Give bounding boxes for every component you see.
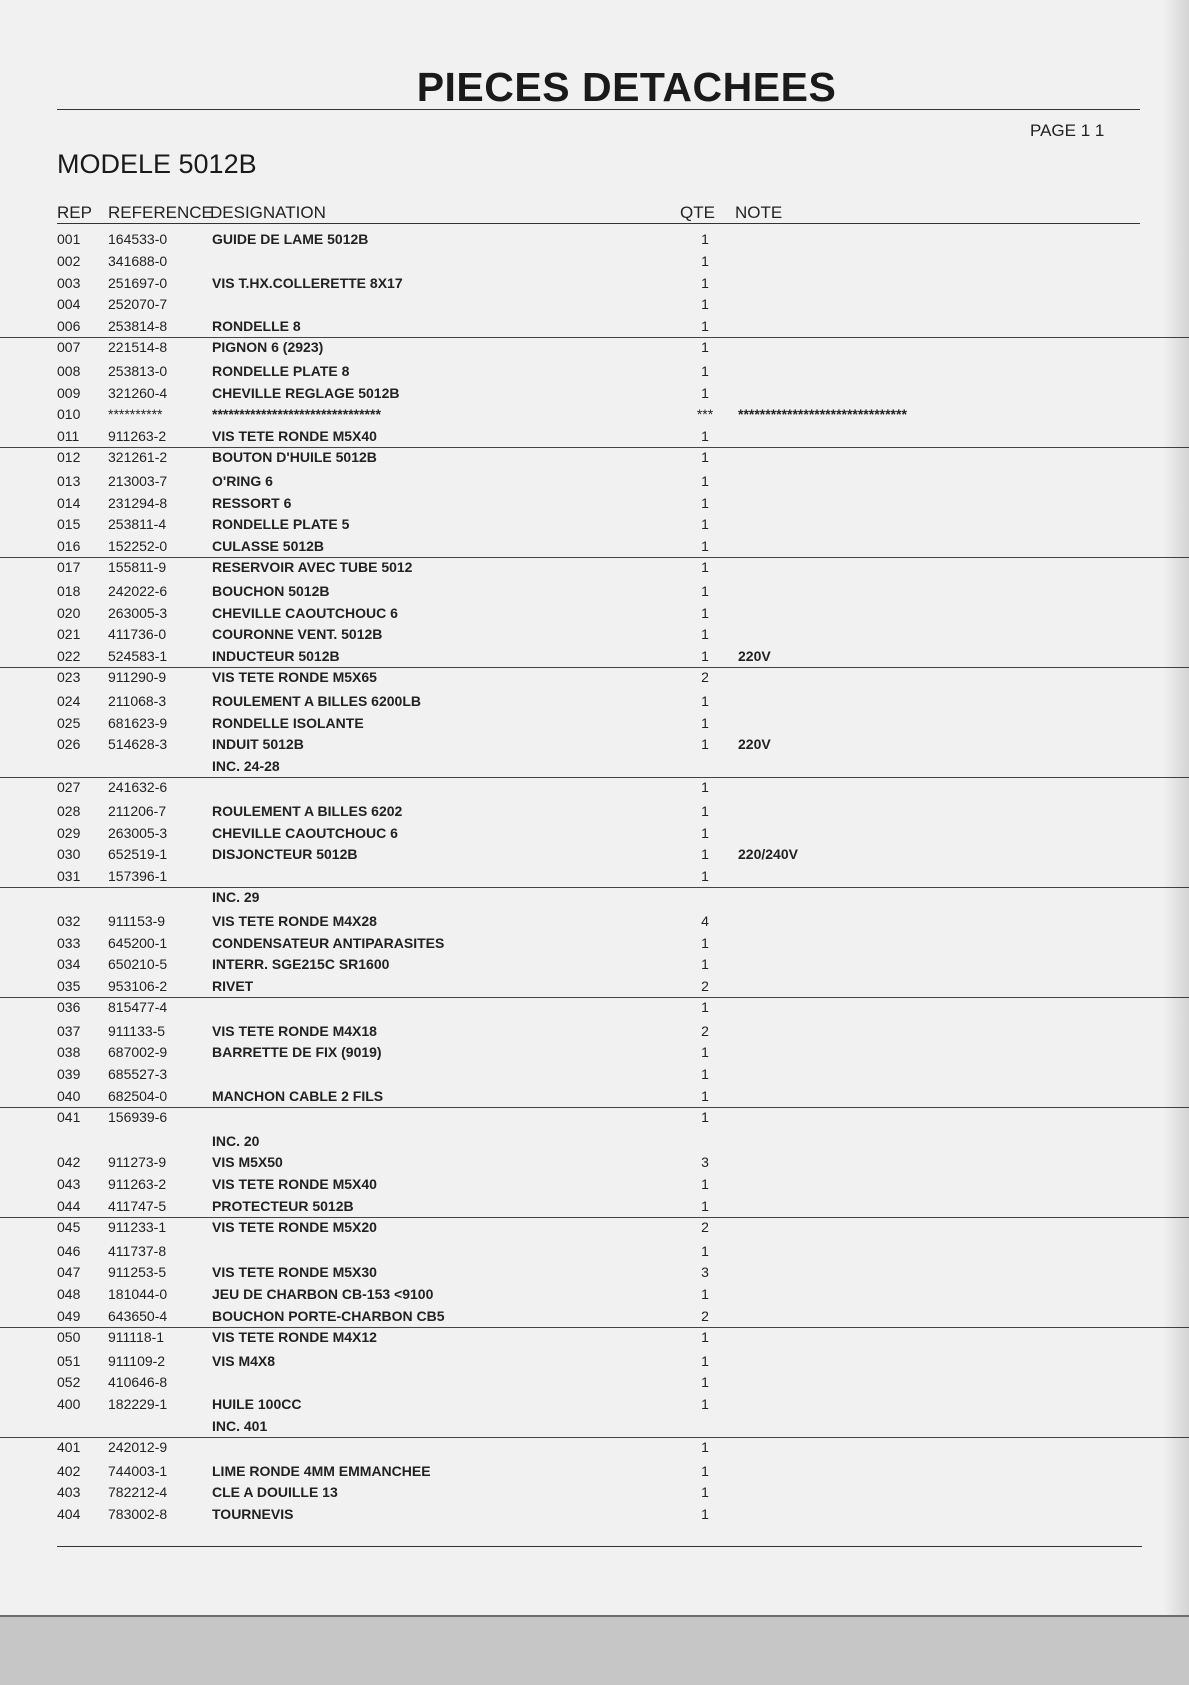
table-row — [0, 1350, 1189, 1372]
qte-cell: 1 — [701, 516, 709, 533]
table-row — [0, 425, 1189, 447]
header-note: NOTE — [735, 203, 783, 222]
reference-cell: 321261-2 — [108, 449, 168, 466]
table-row — [0, 557, 1189, 580]
reference-cell: 783002-8 — [108, 1506, 168, 1523]
reference-cell: 231294-8 — [108, 494, 168, 511]
designation-cell: VIS T.HX.COLLERETTE 8X17 — [212, 274, 403, 291]
designation-cell: LIME RONDE 4MM EMMANCHEE — [212, 1462, 431, 1479]
qte-cell: *** — [696, 406, 714, 423]
table-row — [0, 975, 1189, 997]
qte-cell: 1 — [701, 582, 709, 599]
designation-cell: INC. 24-28 — [212, 758, 280, 775]
rep-cell: 013 — [57, 472, 81, 489]
designation-cell: BOUTON D'HUILE 5012B — [212, 449, 377, 466]
title-divider — [57, 109, 1140, 110]
reference-cell: 911273-9 — [108, 1154, 167, 1171]
qte-cell: 1 — [701, 1374, 709, 1391]
table-row — [0, 403, 1189, 425]
reference-cell: 911153-9 — [108, 912, 166, 929]
rep-cell: 018 — [57, 582, 81, 599]
rep-cell: 052 — [57, 1374, 81, 1391]
table-row — [0, 733, 1189, 755]
rep-cell: 001 — [57, 231, 81, 247]
rep-cell: 047 — [57, 1264, 81, 1281]
rep-cell: 032 — [57, 912, 81, 929]
reference-cell: 911263-2 — [108, 1176, 167, 1193]
reference-cell: 782212-4 — [108, 1484, 168, 1501]
qte-cell: 1 — [701, 559, 709, 576]
reference-cell: 911263-2 — [108, 428, 167, 445]
reference-cell: 682504-0 — [108, 1088, 168, 1105]
designation-cell: INTERR. SGE215C SR1600 — [212, 956, 390, 973]
qte-cell: 2 — [701, 1308, 709, 1325]
table-row — [0, 228, 1189, 250]
rep-cell: 021 — [57, 626, 81, 643]
qte-cell: 1 — [701, 1506, 709, 1523]
reference-cell: 157396-1 — [108, 868, 168, 885]
rep-cell: 012 — [57, 449, 81, 466]
rep-cell: 042 — [57, 1154, 81, 1171]
table-row — [0, 1503, 1189, 1525]
rep-cell: 400 — [57, 1396, 81, 1413]
table-row — [0, 492, 1189, 514]
qte-cell: 1 — [701, 802, 709, 819]
qte-cell: 1 — [701, 1462, 709, 1479]
reference-cell: 911290-9 — [108, 669, 167, 686]
reference-cell: 253811-4 — [108, 516, 167, 533]
designation-cell: HUILE 100CC — [212, 1396, 302, 1413]
rep-cell: 008 — [57, 362, 81, 379]
header-rep: REP — [57, 203, 92, 222]
qte-cell: 1 — [701, 339, 709, 356]
designation-cell: VIS M5X50 — [212, 1154, 283, 1171]
qte-cell: 1 — [701, 736, 709, 753]
reference-cell: 182229-1 — [108, 1396, 168, 1413]
designation-cell: INC. 29 — [212, 889, 260, 906]
reference-cell: 242012-9 — [108, 1439, 168, 1456]
designation-cell: VIS TETE RONDE M4X28 — [212, 912, 377, 929]
qte-cell: 1 — [701, 1088, 709, 1105]
reference-cell: 652519-1 — [108, 846, 168, 863]
reference-cell: 815477-4 — [108, 999, 168, 1016]
rep-cell: 037 — [57, 1022, 81, 1039]
table-row — [0, 1371, 1189, 1393]
header-divider — [57, 223, 1140, 224]
reference-cell: 164533-0 — [108, 231, 168, 247]
table-row — [0, 337, 1189, 360]
reference-cell: 911233-1 — [108, 1219, 167, 1236]
table-row — [0, 272, 1189, 294]
designation-cell: ROULEMENT A BILLES 6202 — [212, 802, 403, 819]
table-row — [0, 1151, 1189, 1173]
rep-cell: 004 — [57, 296, 81, 313]
qte-cell: 1 — [701, 1176, 709, 1193]
table-row — [0, 932, 1189, 954]
reference-cell: 152252-0 — [108, 538, 168, 555]
table-row — [0, 513, 1189, 535]
reference-cell: 181044-0 — [108, 1286, 168, 1303]
reference-cell: 211068-3 — [108, 692, 167, 709]
rep-cell: 402 — [57, 1462, 81, 1479]
qte-cell: 1 — [701, 1066, 709, 1083]
table-row — [0, 777, 1189, 800]
qte-cell: 1 — [701, 1352, 709, 1369]
reference-cell: 411737-8 — [108, 1242, 167, 1259]
designation-cell: CONDENSATEUR ANTIPARASITES — [212, 934, 445, 951]
table-row — [0, 953, 1189, 975]
table-row — [0, 1481, 1189, 1503]
reference-cell: 911109-2 — [108, 1352, 166, 1369]
qte-cell: 2 — [701, 669, 709, 686]
table-row — [0, 360, 1189, 382]
reference-cell: 643650-4 — [108, 1308, 168, 1325]
qte-cell: 1 — [701, 714, 709, 731]
reference-cell: 321260-4 — [108, 384, 168, 401]
qte-cell: 1 — [701, 231, 709, 247]
table-row — [0, 910, 1189, 932]
qte-cell: 1 — [701, 868, 709, 885]
rep-cell: 051 — [57, 1352, 81, 1369]
table-row — [0, 690, 1189, 712]
rep-cell: 020 — [57, 604, 81, 621]
qte-cell: 2 — [701, 1219, 709, 1236]
rep-cell: 050 — [57, 1329, 81, 1346]
qte-cell: 1 — [701, 648, 709, 665]
table-row — [0, 447, 1189, 470]
qte-cell: 1 — [701, 1484, 709, 1501]
reference-cell: 687002-9 — [108, 1044, 168, 1061]
reference-cell: 411747-5 — [108, 1198, 167, 1215]
reference-cell: 953106-2 — [108, 978, 168, 995]
designation-cell: O'RING 6 — [212, 472, 273, 489]
designation-cell: CHEVILLE REGLAGE 5012B — [212, 384, 400, 401]
qte-cell: 4 — [701, 912, 709, 929]
qte-cell: 1 — [701, 846, 709, 863]
rep-cell: 033 — [57, 934, 81, 951]
qte-cell: 1 — [701, 494, 709, 511]
table-row — [0, 800, 1189, 822]
designation-cell: RONDELLE 8 — [212, 318, 301, 335]
table-row — [0, 535, 1189, 557]
designation-cell: DISJONCTEUR 5012B — [212, 846, 358, 863]
qte-cell: 1 — [701, 779, 709, 796]
designation-cell: CLE A DOUILLE 13 — [212, 1484, 338, 1501]
rep-cell: 049 — [57, 1308, 81, 1325]
reference-cell: 241632-6 — [108, 779, 168, 796]
rep-cell: 017 — [57, 559, 81, 576]
qte-cell: 1 — [701, 1109, 709, 1126]
rep-cell: 043 — [57, 1176, 81, 1193]
scanner-margin — [0, 1615, 1189, 1685]
table-row — [0, 623, 1189, 645]
table-row — [0, 843, 1189, 865]
qte-cell: 2 — [701, 1022, 709, 1039]
qte-cell: 1 — [701, 274, 709, 291]
designation-cell: INDUIT 5012B — [212, 736, 304, 753]
table-row — [0, 580, 1189, 602]
table-row — [0, 1063, 1189, 1085]
reference-cell: 253813-0 — [108, 362, 168, 379]
qte-cell: 1 — [701, 1286, 709, 1303]
rep-cell: 015 — [57, 516, 81, 533]
rep-cell: 027 — [57, 779, 81, 796]
qte-cell: 1 — [701, 538, 709, 555]
qte-cell: 1 — [701, 318, 709, 335]
designation-cell: TOURNEVIS — [212, 1506, 294, 1523]
rep-cell: 024 — [57, 692, 81, 709]
qte-cell: 1 — [701, 428, 709, 445]
reference-cell: 410646-8 — [108, 1374, 168, 1391]
table-row — [0, 712, 1189, 734]
reference-cell: 251697-0 — [108, 274, 168, 291]
designation-cell: VIS TETE RONDE M4X18 — [212, 1022, 377, 1039]
designation-cell: VIS M4X8 — [212, 1352, 276, 1369]
rep-cell: 007 — [57, 339, 81, 356]
rep-cell: 045 — [57, 1219, 81, 1236]
reference-cell: 156939-6 — [108, 1109, 168, 1126]
rep-cell: 009 — [57, 384, 81, 401]
reference-cell: ********** — [108, 406, 163, 423]
designation-cell: ROULEMENT A BILLES 6200LB — [212, 692, 421, 709]
rep-cell: 026 — [57, 736, 81, 753]
reference-cell: 744003-1 — [108, 1462, 168, 1479]
table-row — [0, 470, 1189, 492]
qte-cell: 3 — [701, 1154, 709, 1171]
designation-cell: INDUCTEUR 5012B — [212, 648, 340, 665]
reference-cell: 263005-3 — [108, 824, 168, 841]
rep-cell: 023 — [57, 669, 81, 686]
designation-cell: VIS TETE RONDE M5X20 — [212, 1219, 377, 1236]
qte-cell: 1 — [701, 296, 709, 313]
qte-cell: 1 — [701, 362, 709, 379]
table-row — [0, 382, 1189, 404]
table-row — [0, 1041, 1189, 1063]
qte-cell: 3 — [701, 1264, 709, 1281]
rep-cell: 006 — [57, 318, 81, 335]
reference-cell: 524583-1 — [108, 648, 168, 665]
table-row — [0, 1460, 1189, 1482]
parts-table — [0, 228, 1189, 1525]
rep-cell: 025 — [57, 714, 81, 731]
designation-cell: CULASSE 5012B — [212, 538, 325, 555]
designation-cell: RONDELLE ISOLANTE — [212, 714, 364, 731]
table-row — [0, 293, 1189, 315]
qte-cell: 1 — [701, 604, 709, 621]
reference-cell: 911133-5 — [108, 1022, 166, 1039]
table-row — [0, 1415, 1189, 1437]
table-row — [0, 1393, 1189, 1415]
qte-cell: 1 — [701, 824, 709, 841]
rep-cell: 028 — [57, 802, 81, 819]
designation-cell: INC. 20 — [212, 1132, 260, 1149]
rep-cell: 401 — [57, 1439, 81, 1456]
designation-cell: VIS TETE RONDE M4X12 — [212, 1329, 377, 1346]
reference-cell: 211206-7 — [108, 802, 167, 819]
reference-cell: 411736-0 — [108, 626, 167, 643]
header-reference: REFERENCE — [108, 203, 213, 222]
designation-cell: PIGNON 6 (2923) — [212, 339, 324, 356]
qte-cell: 1 — [701, 1396, 709, 1413]
designation-cell: VIS TETE RONDE M5X30 — [212, 1264, 377, 1281]
table-row — [0, 1173, 1189, 1195]
rep-cell: 044 — [57, 1198, 81, 1215]
designation-cell: PROTECTEUR 5012B — [212, 1198, 354, 1215]
model-label: MODELE 5012B — [57, 149, 257, 179]
table-row — [0, 1261, 1189, 1283]
reference-cell: 253814-8 — [108, 318, 168, 335]
table-row — [0, 667, 1189, 690]
table-row — [0, 822, 1189, 844]
reference-cell: 650210-5 — [108, 956, 168, 973]
rep-cell: 403 — [57, 1484, 81, 1501]
rep-cell: 040 — [57, 1088, 81, 1105]
table-header — [0, 203, 1189, 223]
rep-cell: 002 — [57, 252, 81, 269]
reference-cell: 911118-1 — [108, 1329, 165, 1346]
qte-cell: 2 — [701, 978, 709, 995]
designation-cell: VIS TETE RONDE M5X40 — [212, 1176, 377, 1193]
reference-cell: 911253-5 — [108, 1264, 167, 1281]
rep-cell: 031 — [57, 868, 81, 885]
qte-cell: 1 — [701, 956, 709, 973]
rep-cell: 034 — [57, 956, 81, 973]
designation-cell: BOUCHON 5012B — [212, 582, 330, 599]
table-row — [0, 602, 1189, 624]
designation-cell: RIVET — [212, 978, 254, 995]
reference-cell: 263005-3 — [108, 604, 168, 621]
rep-cell: 035 — [57, 978, 81, 995]
designation-cell: BARRETTE DE FIX (9019) — [212, 1044, 382, 1061]
footer-divider — [57, 1546, 1142, 1547]
designation-cell: VIS TETE RONDE M5X40 — [212, 428, 377, 445]
table-row — [0, 645, 1189, 667]
designation-cell: INC. 401 — [212, 1418, 268, 1435]
designation-cell: CHEVILLE CAOUTCHOUC 6 — [212, 824, 398, 841]
table-row — [0, 1437, 1189, 1460]
table-row — [0, 1327, 1189, 1350]
designation-cell: RESSORT 6 — [212, 494, 292, 511]
designation-cell: GUIDE DE LAME 5012B — [212, 231, 369, 247]
rep-cell: 010 — [57, 406, 81, 423]
header-designation: DESIGNATION — [210, 203, 326, 222]
designation-cell: RONDELLE PLATE 8 — [212, 362, 350, 379]
reference-cell: 645200-1 — [108, 934, 168, 951]
table-row — [0, 1305, 1189, 1327]
designation-cell: CHEVILLE CAOUTCHOUC 6 — [212, 604, 398, 621]
rep-cell: 022 — [57, 648, 81, 665]
qte-cell: 1 — [701, 384, 709, 401]
rep-cell: 011 — [57, 428, 80, 445]
note-cell: 220V — [738, 648, 771, 665]
qte-cell: 1 — [701, 252, 709, 269]
page-number: PAGE 1 1 — [1030, 121, 1105, 140]
rep-cell: 003 — [57, 274, 81, 291]
table-row — [0, 1240, 1189, 1262]
designation-cell: ******************************* — [212, 406, 381, 423]
rep-cell: 038 — [57, 1044, 81, 1061]
reference-cell: 514628-3 — [108, 736, 168, 753]
table-row — [0, 250, 1189, 272]
designation-cell: VIS TETE RONDE M5X65 — [212, 669, 377, 686]
table-row — [0, 997, 1189, 1020]
qte-cell: 1 — [701, 934, 709, 951]
reference-cell: 681623-9 — [108, 714, 168, 731]
qte-cell: 1 — [701, 1198, 709, 1215]
reference-cell: 341688-0 — [108, 252, 168, 269]
rep-cell: 014 — [57, 494, 81, 511]
note-cell: 220V — [738, 736, 771, 753]
rep-cell: 016 — [57, 538, 81, 555]
table-row — [0, 1195, 1189, 1217]
rep-cell: 048 — [57, 1286, 81, 1303]
reference-cell: 242022-6 — [108, 582, 168, 599]
qte-cell: 1 — [701, 472, 709, 489]
table-row — [0, 1107, 1189, 1130]
designation-cell: MANCHON CABLE 2 FILS — [212, 1088, 384, 1105]
header-qte: QTE — [680, 203, 715, 222]
table-row — [0, 887, 1189, 910]
reference-cell: 252070-7 — [108, 296, 168, 313]
table-row — [0, 1217, 1189, 1240]
designation-cell: COURONNE VENT. 5012B — [212, 626, 383, 643]
reference-cell: 221514-8 — [108, 339, 168, 356]
table-row — [0, 865, 1189, 887]
qte-cell: 1 — [701, 449, 709, 466]
rep-cell: 041 — [57, 1109, 81, 1126]
rep-cell: 404 — [57, 1506, 81, 1523]
designation-cell: BOUCHON PORTE-CHARBON CB5 — [212, 1308, 445, 1325]
qte-cell: 1 — [701, 626, 709, 643]
table-row — [0, 1283, 1189, 1305]
reference-cell: 685527-3 — [108, 1066, 168, 1083]
table-row — [0, 1085, 1189, 1107]
rep-cell: 029 — [57, 824, 81, 841]
designation-cell: RONDELLE PLATE 5 — [212, 516, 350, 533]
page-title: PIECES DETACHEES — [416, 64, 837, 110]
table-row — [0, 1130, 1189, 1152]
note-cell: 220/240V — [738, 846, 798, 863]
qte-cell: 1 — [701, 692, 709, 709]
rep-cell: 036 — [57, 999, 81, 1016]
designation-cell: RESERVOIR AVEC TUBE 5012 — [212, 559, 413, 576]
rep-cell: 046 — [57, 1242, 81, 1259]
qte-cell: 1 — [701, 1439, 709, 1456]
rep-cell: 030 — [57, 846, 81, 863]
qte-cell: 1 — [701, 1329, 709, 1346]
reference-cell: 213003-7 — [108, 472, 168, 489]
table-row — [0, 755, 1189, 777]
table-row — [0, 1020, 1189, 1042]
table-row — [0, 315, 1189, 337]
designation-cell: JEU DE CHARBON CB-153 <9100 — [212, 1286, 434, 1303]
reference-cell: 155811-9 — [108, 559, 167, 576]
qte-cell: 1 — [701, 999, 709, 1016]
qte-cell: 1 — [701, 1242, 709, 1259]
rep-cell: 039 — [57, 1066, 81, 1083]
qte-cell: 1 — [701, 1044, 709, 1061]
note-cell: ******************************* — [738, 406, 907, 423]
